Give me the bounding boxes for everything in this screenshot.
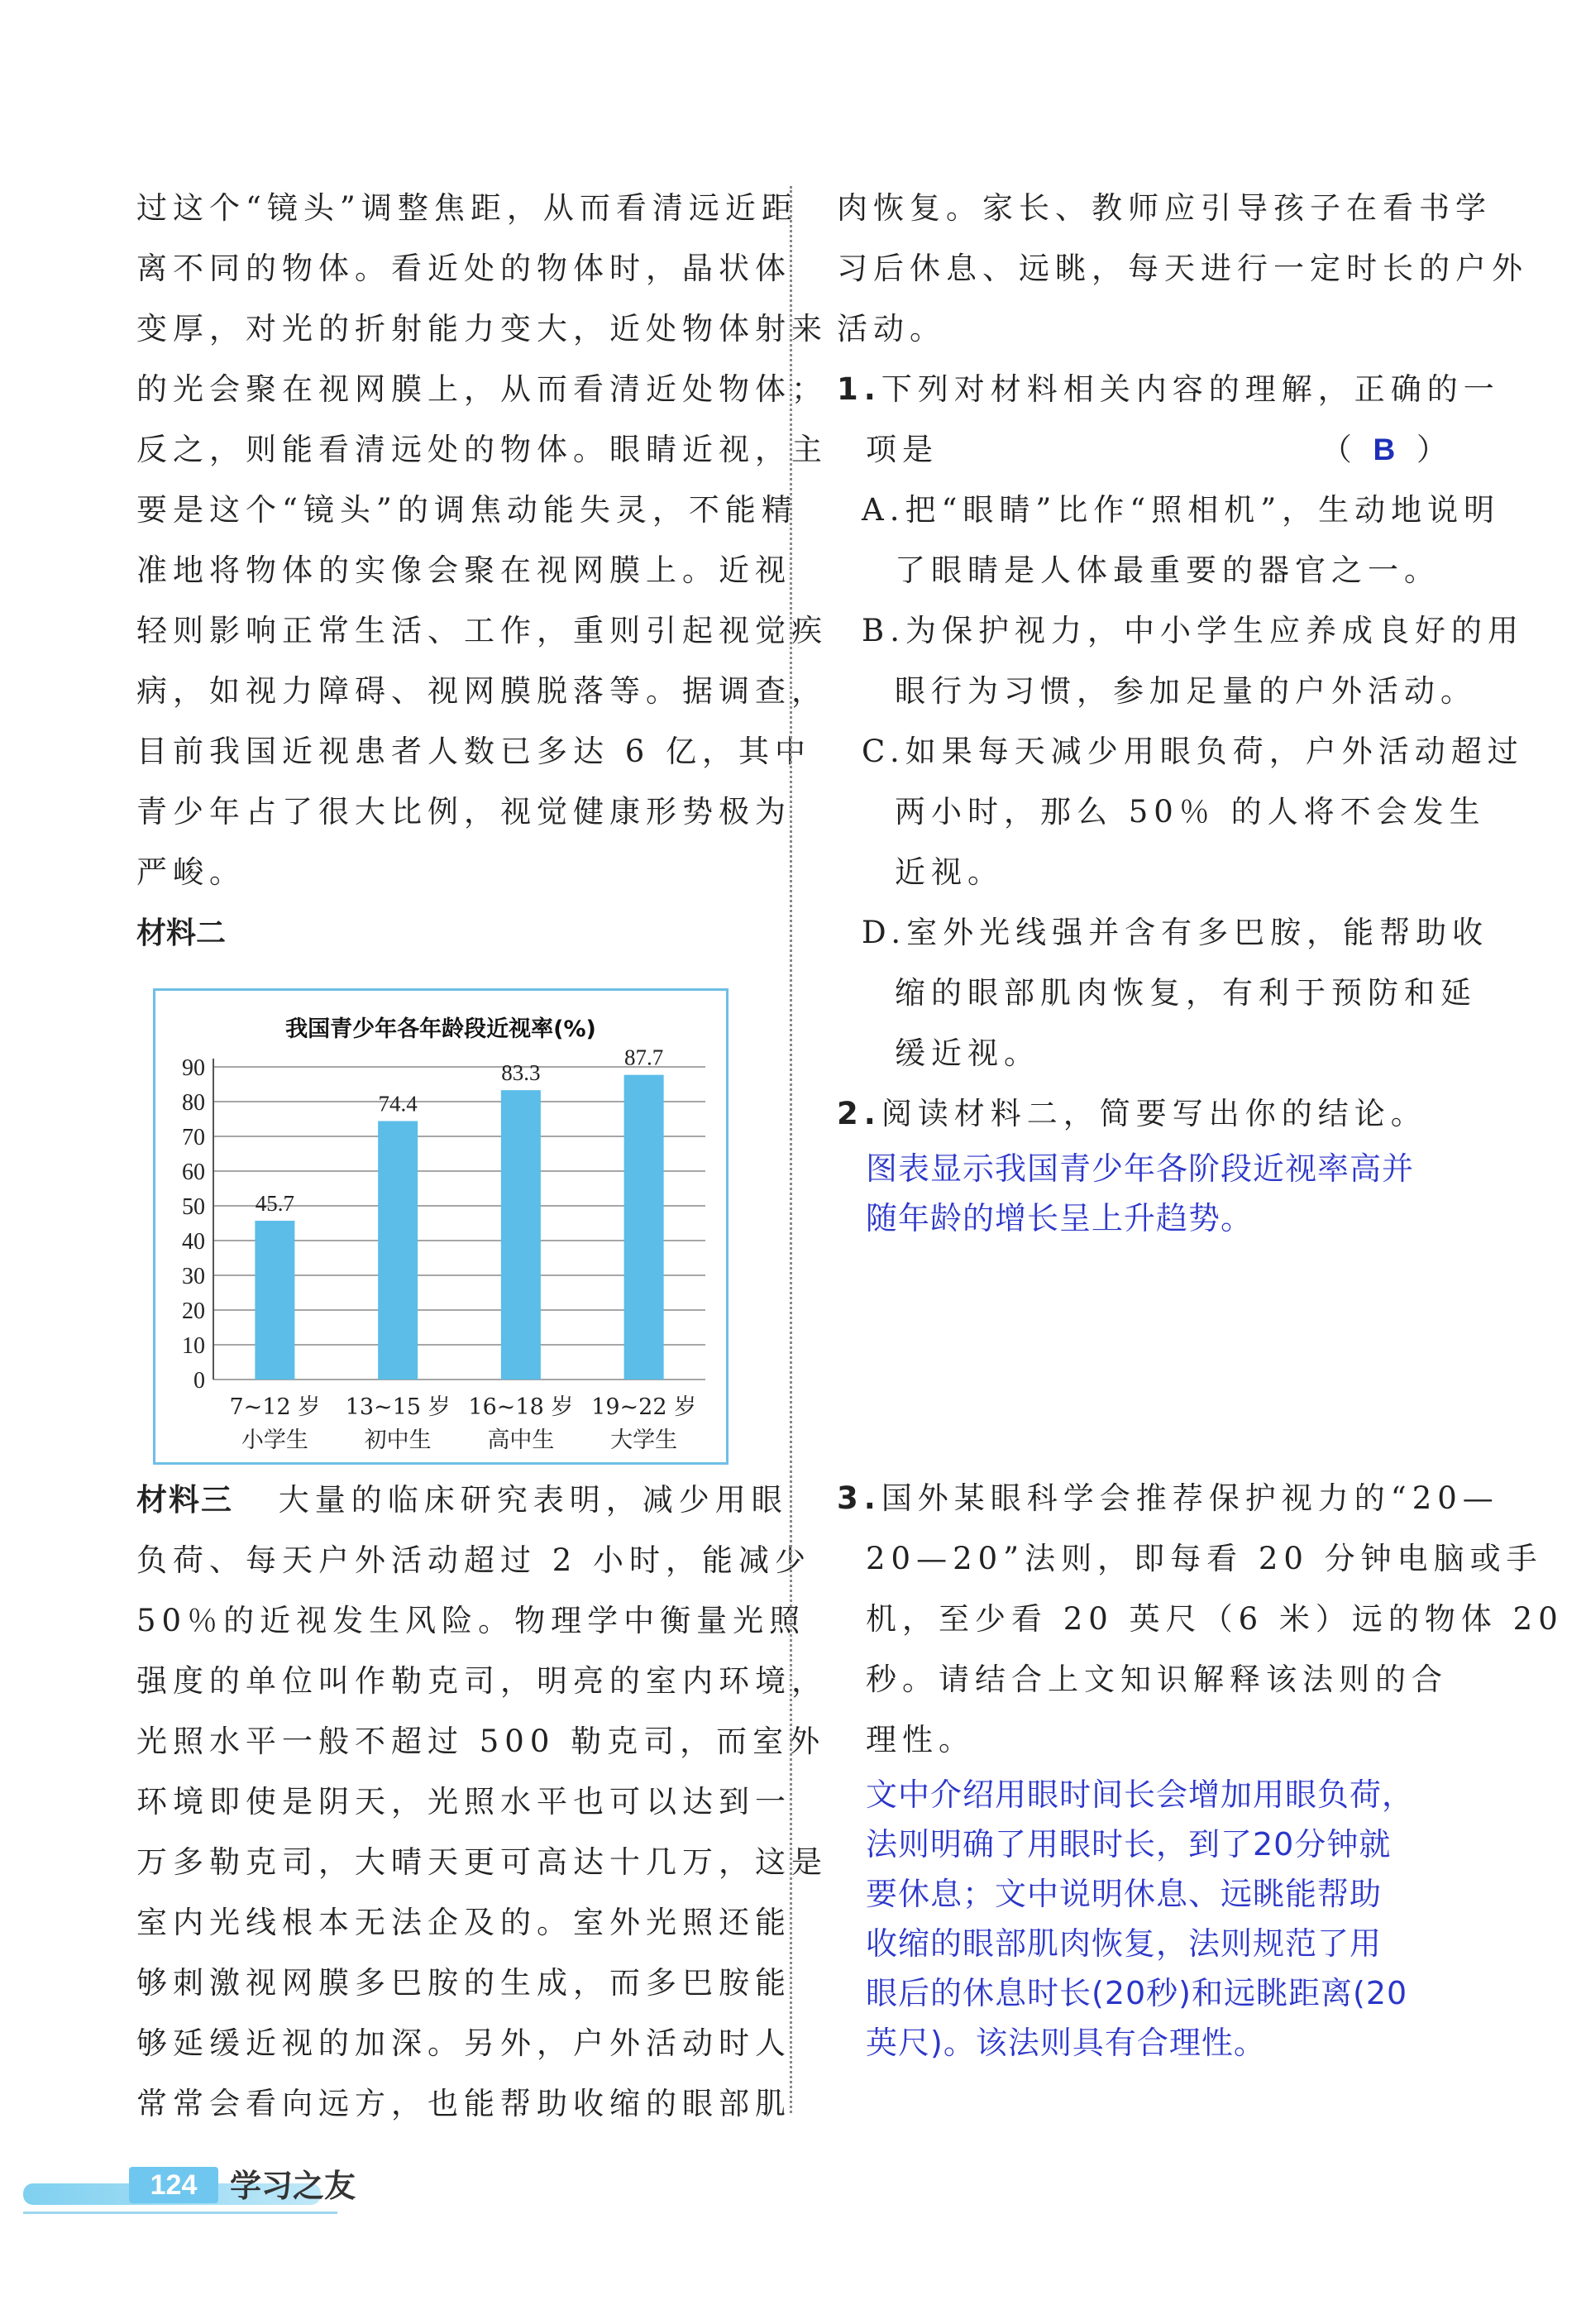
text-line: 活动。 bbox=[837, 311, 946, 347]
q3-stem-line: 机，至少看 20 英尺（6 米）远的物体 20 bbox=[866, 1601, 1564, 1637]
text-line: 50％的近视发生风险。物理学中衡量光照 bbox=[136, 1603, 806, 1638]
bar-value-label: 83.3 bbox=[501, 1060, 541, 1086]
myopia-bar-chart bbox=[153, 988, 729, 1465]
q3-answer bbox=[837, 1770, 1453, 2068]
text-line: 离不同的物体。看近处的物体时，晶状体 bbox=[136, 251, 791, 286]
q1-answer: B bbox=[1373, 433, 1402, 466]
text-line: 要是这个“镜头”的调焦动能失灵，不能精 bbox=[136, 492, 798, 528]
paren-open: （ bbox=[1321, 432, 1358, 467]
x-tick-sublabel: 初中生 bbox=[364, 1427, 432, 1453]
left-text-block bbox=[136, 178, 828, 902]
x-tick-label: 16~18 岁 bbox=[468, 1394, 574, 1420]
bar bbox=[501, 1090, 541, 1380]
option-c-cont: 近视。 bbox=[895, 854, 1004, 890]
answer-line: 法则明确了用眼时长，到了20分钟就 bbox=[866, 1826, 1392, 1863]
bar bbox=[378, 1121, 418, 1380]
text-line: 目前我国近视患者人数已多达 6 亿，其中 bbox=[136, 734, 812, 769]
q1-number: 1. bbox=[837, 371, 881, 407]
q3-stem: 国外某眼科学会推荐保护视力的“20— bbox=[881, 1480, 1499, 1516]
text-line: 准地将物体的实像会聚在视网膜上。近视 bbox=[136, 552, 791, 588]
option-a-cont: 了眼睛是人体最重要的器官之一。 bbox=[895, 552, 1440, 588]
q3-stem-line bbox=[837, 1468, 1499, 1528]
answer-line: 英尺)。该法则具有合理性。 bbox=[866, 2025, 1266, 2061]
y-tick-label: 50 bbox=[182, 1194, 205, 1220]
paren-close: ） bbox=[1416, 432, 1453, 467]
bar-value-label: 74.4 bbox=[378, 1091, 418, 1117]
q2-stem-line bbox=[837, 1083, 1453, 1144]
y-tick-label: 90 bbox=[182, 1055, 205, 1081]
q1-answer-paren bbox=[1321, 419, 1453, 480]
option-d-cont: 缓近视。 bbox=[895, 1035, 1040, 1071]
answer-line: 要休息；文中说明休息、远眺能帮助 bbox=[866, 1876, 1383, 1912]
option-a: A.把“眼睛”比作“照相机”，生动地说明 bbox=[862, 492, 1501, 528]
right-text-block bbox=[837, 178, 1528, 1243]
material3-block bbox=[136, 1470, 828, 2134]
q2-number: 2. bbox=[837, 1096, 881, 1131]
text-line: 环境即使是阴天，光照水平也可以达到一 bbox=[136, 1784, 791, 1820]
y-tick-label: 20 bbox=[182, 1298, 205, 1324]
text-line: 习后休息、远眺，每天进行一定时长的户外 bbox=[837, 251, 1528, 286]
text-line: 变厚，对光的折射能力变大，近处物体射来 bbox=[136, 311, 828, 347]
option-c: C.如果每天减少用眼负荷，户外活动超过 bbox=[862, 734, 1524, 769]
q2-answer bbox=[837, 1144, 1453, 1243]
x-tick-label: 13~15 岁 bbox=[345, 1394, 451, 1420]
q1-stem-2: 项是 bbox=[866, 432, 939, 467]
y-tick-label: 10 bbox=[182, 1333, 205, 1359]
q1-stem-line bbox=[837, 359, 1500, 419]
text-line: 常常会看向远方，也能帮助收缩的眼部肌 bbox=[136, 2086, 791, 2121]
y-tick-label: 30 bbox=[182, 1264, 205, 1289]
answer-line: 文中介绍用眼时间长会增加用眼负荷， bbox=[866, 1776, 1415, 1813]
question-2 bbox=[837, 1083, 1453, 1243]
answer-line: 眼后的休息时长(20秒)和远眺距离(20 bbox=[866, 1975, 1408, 2011]
text-line: 万多勒克司，大晴天更可高达十几万，这是 bbox=[136, 1844, 828, 1880]
option-d: D.室外光线强并含有多巴胺，能帮助收 bbox=[862, 915, 1489, 950]
q1-stem-line-2 bbox=[837, 419, 1453, 480]
chart-title: 我国青少年各年龄段近视率(%) bbox=[285, 1016, 596, 1042]
column-divider bbox=[790, 186, 792, 2113]
text-line: 室内光线根本无法企及的。室外光照还能 bbox=[136, 1905, 791, 1940]
book-title: 学习之友 bbox=[230, 2167, 356, 2204]
option-c-cont: 两小时，那么 50％ 的人将不会发生 bbox=[895, 794, 1486, 830]
text-line: 够刺激视网膜多巴胺的生成，而多巴胺能 bbox=[136, 1965, 791, 2001]
text-line: 强度的单位叫作勒克司，明亮的室内环境， bbox=[136, 1663, 828, 1699]
option-b: B.为保护视力，中小学生应养成良好的用 bbox=[862, 613, 1524, 648]
x-tick-sublabel: 大学生 bbox=[610, 1427, 678, 1453]
material3-first-text: 大量的临床研究表明，减少用眼 bbox=[278, 1482, 788, 1518]
y-tick-label: 0 bbox=[193, 1368, 205, 1394]
bar-value-label: 87.7 bbox=[624, 1045, 664, 1070]
q1-stem: 下列对材料相关内容的理解，正确的一 bbox=[881, 371, 1500, 407]
text-line: 的光会聚在视网膜上，从而看清近处物体； bbox=[136, 371, 828, 407]
y-tick-label: 60 bbox=[182, 1160, 205, 1185]
text-line: 负荷、每天户外活动超过 2 小时，能减少 bbox=[136, 1542, 812, 1578]
x-tick-label: 19~22 岁 bbox=[591, 1394, 697, 1420]
text-line: 光照水平一般不超过 500 勒克司，而室外 bbox=[136, 1724, 826, 1759]
y-tick-label: 40 bbox=[182, 1229, 205, 1255]
q3-stem-line: 秒。请结合上文知识解释该法则的合 bbox=[866, 1662, 1448, 1697]
text-line: 轻则影响正常生活、工作，重则引起视觉疾 bbox=[136, 613, 828, 648]
y-tick-label: 80 bbox=[182, 1090, 205, 1116]
text-line: 严峻。 bbox=[136, 854, 246, 890]
page-number: 124 bbox=[129, 2167, 218, 2203]
option-d-cont: 缩的眼部肌肉恢复，有利于预防和延 bbox=[895, 975, 1477, 1011]
material3-first-line bbox=[136, 1470, 788, 1530]
question-1 bbox=[837, 359, 1524, 1083]
answer-line: 图表显示我国青少年各阶段近视率高并 bbox=[866, 1150, 1415, 1187]
answer-line: 收缩的眼部肌肉恢复，法则规范了用 bbox=[866, 1925, 1383, 1962]
q2-stem: 阅读材料二，简要写出你的结论。 bbox=[881, 1096, 1427, 1131]
option-b-cont: 眼行为习惯，参加足量的户外活动。 bbox=[895, 673, 1477, 709]
text-line: 过这个“镜头”调整焦距，从而看清远近距 bbox=[136, 190, 798, 226]
material3-label: 材料三 bbox=[136, 1482, 233, 1518]
text-line: 够延缓近视的加深。另外，户外活动时人 bbox=[136, 2025, 791, 2061]
chart-svg bbox=[155, 991, 726, 1462]
text-line: 病，如视力障碍、视网膜脱落等。据调查， bbox=[136, 673, 828, 709]
footer-underline bbox=[23, 2212, 337, 2214]
answer-line: 随年龄的增长呈上升趋势。 bbox=[866, 1200, 1254, 1236]
text-line: 青少年占了很大比例，视觉健康形势极为 bbox=[136, 794, 791, 830]
x-tick-sublabel: 小学生 bbox=[241, 1427, 308, 1453]
x-tick-sublabel: 高中生 bbox=[487, 1427, 555, 1453]
bar bbox=[624, 1075, 664, 1380]
x-tick-label: 7~12 岁 bbox=[229, 1394, 321, 1420]
q3-number: 3. bbox=[837, 1480, 881, 1516]
bar bbox=[255, 1221, 294, 1380]
text-line: 反之，则能看清远处的物体。眼睛近视，主 bbox=[136, 432, 828, 467]
question-3 bbox=[837, 1468, 1564, 2068]
q3-stem-line: 20—20”法则，即每看 20 分钟电脑或手 bbox=[866, 1541, 1543, 1576]
material2-title: 材料二 bbox=[136, 916, 227, 950]
q3-stem-line: 理性。 bbox=[866, 1722, 975, 1757]
text-line: 肉恢复。家长、教师应引导孩子在看书学 bbox=[837, 190, 1492, 226]
y-tick-label: 70 bbox=[182, 1125, 205, 1150]
bar-value-label: 45.7 bbox=[255, 1191, 294, 1217]
